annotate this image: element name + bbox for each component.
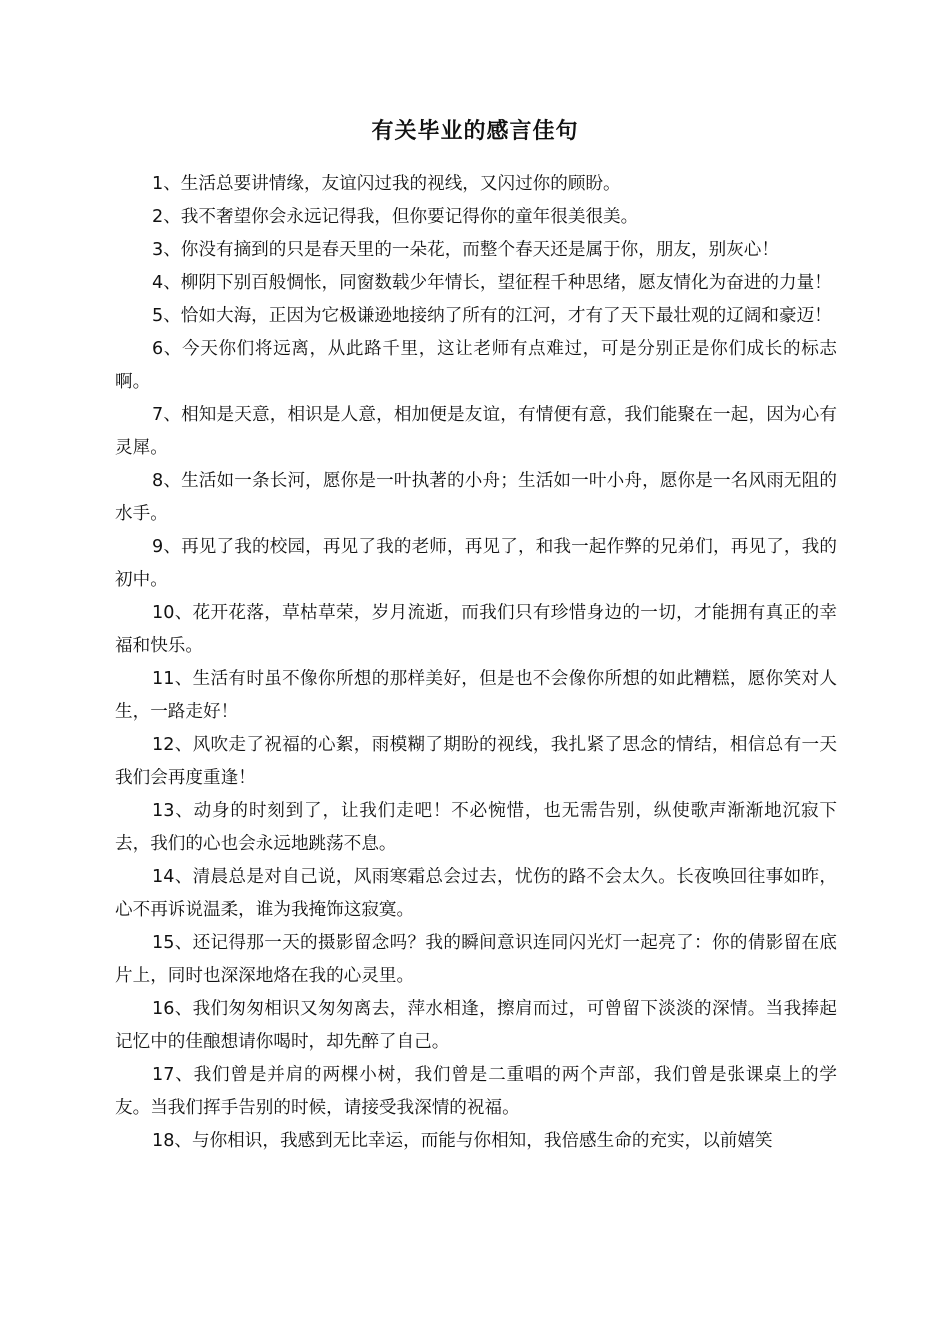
paragraph: 1、生活总要讲情缘，友谊闪过我的视线，又闪过你的顾盼。 (152, 174, 621, 194)
paragraph: 3、你没有摘到的只是春天里的一朵花，而整个春天还是属于你，朋友，别灰心！ (152, 240, 779, 260)
paragraph: 18、与你相识，我感到无比幸运，而能与你相知，我倍感生命的充实，以前嬉笑 (152, 1131, 773, 1151)
paragraph: 14、清晨总是对自己说，风雨寒霜总会过去，忧伤的路不会太久。长夜唤回往事如昨，心不再诉说温柔，谁为我掩饰这寂寞。 (115, 867, 837, 920)
paragraph: 15、还记得那一天的摄影留念吗？我的瞬间意识连同闪光灯一起亮了：你的倩影留在底片上，同时也深深地烙在我的心灵里。 (115, 933, 837, 986)
paragraph: 5、恰如大海，正因为它极谦逊地接纳了所有的江河，才有了天下最壮观的辽阔和豪迈！ (152, 306, 832, 326)
paragraph: 8、生活如一条长河，愿你是一叶执著的小舟；生活如一叶小舟，愿你是一名风雨无阻的水手。 (115, 471, 837, 524)
paragraph: 12、风吹走了祝福的心絮，雨模糊了期盼的视线，我扎紧了思念的情结，相信总有一天我们会再度重逢！ (115, 735, 837, 788)
paragraph: 13、动身的时刻到了，让我们走吧！不必惋惜，也无需告别，纵使歌声渐渐地沉寂下去，我们的心也会永远地跳荡不息。 (115, 801, 837, 854)
paragraph: 10、花开花落，草枯草荣，岁月流逝，而我们只有珍惜身边的一切，才能拥有真正的幸福和快乐。 (115, 603, 837, 656)
paragraph: 9、再见了我的校园，再见了我的老师，再见了，和我一起作弊的兄弟们，再见了，我的初中。 (115, 537, 837, 590)
paragraph: 2、我不奢望你会永远记得我，但你要记得你的童年很美很美。 (152, 207, 639, 227)
paragraph: 4、柳阴下别百般惆怅，同窗数载少年情长，望征程千种思绪，愿友情化为奋进的力量！ (152, 273, 832, 293)
page-title: 有关毕业的感言佳句 (371, 119, 579, 144)
paragraph: 7、相知是天意，相识是人意，相加便是友谊，有情便有意，我们能聚在一起，因为心有灵犀。 (115, 405, 837, 458)
paragraph: 16、我们匆匆相识又匆匆离去，萍水相逢，擦肩而过，可曾留下淡淡的深情。当我捧起记忆中的佳酿想请你喝时，却先醉了自己。 (115, 999, 837, 1052)
paragraph: 11、生活有时虽不像你所想的那样美好，但是也不会像你所想的如此糟糕，愿你笑对人生，一路走好！ (115, 669, 837, 722)
document-body (115, 168, 837, 1158)
paragraph: 17、我们曾是并肩的两棵小树，我们曾是二重唱的两个声部，我们曾是张课桌上的学友。当我们挥手告别的时候，请接受我深情的祝福。 (115, 1065, 837, 1118)
paragraph: 6、今天你们将远离，从此路千里，这让老师有点难过，可是分别正是你们成长的标志啊。 (115, 339, 837, 392)
